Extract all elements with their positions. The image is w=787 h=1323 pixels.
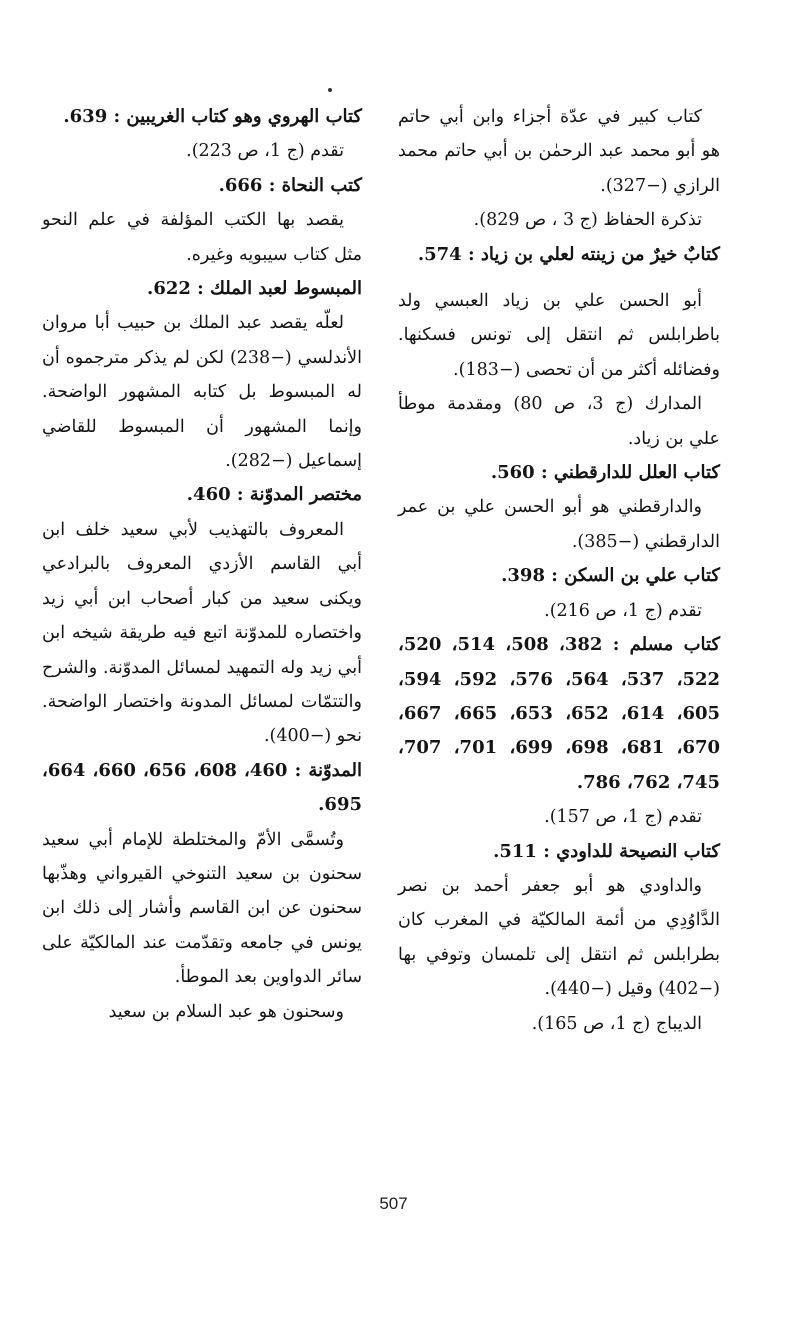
- entry-text: أبو الحسن علي بن زياد العبسي ولد باطرابلس ثم انتقل إلى تونس فسكنها. وفضائله أكثر من أن تحصى (−183).: [398, 291, 720, 380]
- entry-text: والداودي هو أبو جعفر أحمد بن نصر الدَّاوُدِي من أئمة المالكيّة في المغرب كان بطرابلس ثم انتقل إلى تلمسان وتوفي بها (−402) وقيل (−440).: [398, 875, 720, 1000]
- entry-text: وتُسمَّى الأمّ والمختلطة للإمام أبي سعيد سحنون بن سعيد التنوخي القيرواني وهذّبها سحنون عن ابن القاسم وأشار إلى ذلك ابن يونس في جامعه وتقدّمت عند المالكيّة على سائر الدواوين بعد الموطأ.: [42, 829, 362, 988]
- entry-heading: المبسوط لعبد الملك : 622.: [147, 278, 362, 300]
- entry-text: وسحنون هو عبد السلام بن سعيد: [108, 1001, 344, 1022]
- entry-text: المعروف بالتهذيب لأبي سعيد خلف ابن أبي القاسم الأزدي المعروف بالبرادعي ويكنى سعيد من كبار أصحاب ابن أبي زيد واختصاره للمدوّنة اتبع فيه طريقة شيخه ابن أبي زيد وله التمهيد لمسائل المدوّنة. والشرح والتتمّات لمسائل المدونة واختصار الواضحة. نحو (−400).: [42, 519, 362, 747]
- entry-text: كتاب كبير في عدّة أجزاء وابن أبي حاتم هو أبو محمد عبد الرحمٰن بن أبي حاتم محمد الرازي (−327).: [398, 107, 720, 196]
- entry-text: تقدم (ج 1، ص 223).: [186, 141, 344, 162]
- entry-heading: المدوّنة : 460، 608، 656، 660، 664، 695.: [42, 759, 363, 816]
- left-column: [42, 100, 362, 1029]
- entry-text: تقدم (ج 1، ص 157).: [544, 807, 702, 828]
- entry-heading: كتاب الهروي وهو كتاب الغريبين : 639.: [63, 106, 362, 127]
- entry-text: تذكرة الحفاظ (ج 3 ، ص 829).: [473, 210, 702, 231]
- entry-heading: كتابٌ خيرٌ من زينته لعلي بن زياد : 574.: [417, 243, 720, 265]
- entry-text: الديباج (ج 1، ص 165).: [531, 1013, 702, 1034]
- page-number: 507: [379, 1194, 408, 1213]
- entry-heading: كتاب النصيحة للداودي : 511.: [493, 840, 720, 862]
- entry-heading: كتب النحاة : 666.: [218, 174, 362, 196]
- entry-heading: كتاب مسلم : 382، 508، 514، 520، 522، 537، 564، 576، 592، 594، 605، 614، 652، 653، 665، 667، 670، 681، 698، 699، 701، 707، 745، 762، 786.: [398, 634, 721, 793]
- ink-dot: [328, 88, 332, 92]
- entry-heading: مختصر المدوّنة : 460.: [186, 484, 362, 506]
- right-column: [398, 100, 720, 1041]
- entry-text: تقدم (ج 1، ص 216).: [544, 600, 702, 621]
- entry-text: لعلّه يقصد عبد الملك بن حبيب أبا مروان الأندلسي (−238) لكن لم يذكر مترجموه أن له المبسوط بل كتابه المشهور الواضحة. وإنما المشهور أن المبسوط للقاضي إسماعيل (−282).: [42, 313, 362, 472]
- entry-heading: كتاب علي بن السكن : 398.: [501, 565, 720, 587]
- spacer: [398, 272, 720, 284]
- entry-heading: كتاب العلل للدارقطني : 560.: [490, 462, 720, 484]
- entry-text: والدارقطني هو أبو الحسن علي بن عمر الدارقطني (−385).: [398, 497, 720, 552]
- entry-text: المدارك (ج 3، ص 80) ومقدمة موطأ علي بن زياد.: [398, 394, 720, 449]
- entry-text: يقصد بها الكتب المؤلفة في علم النحو مثل كتاب سيبويه وغيره.: [42, 210, 362, 265]
